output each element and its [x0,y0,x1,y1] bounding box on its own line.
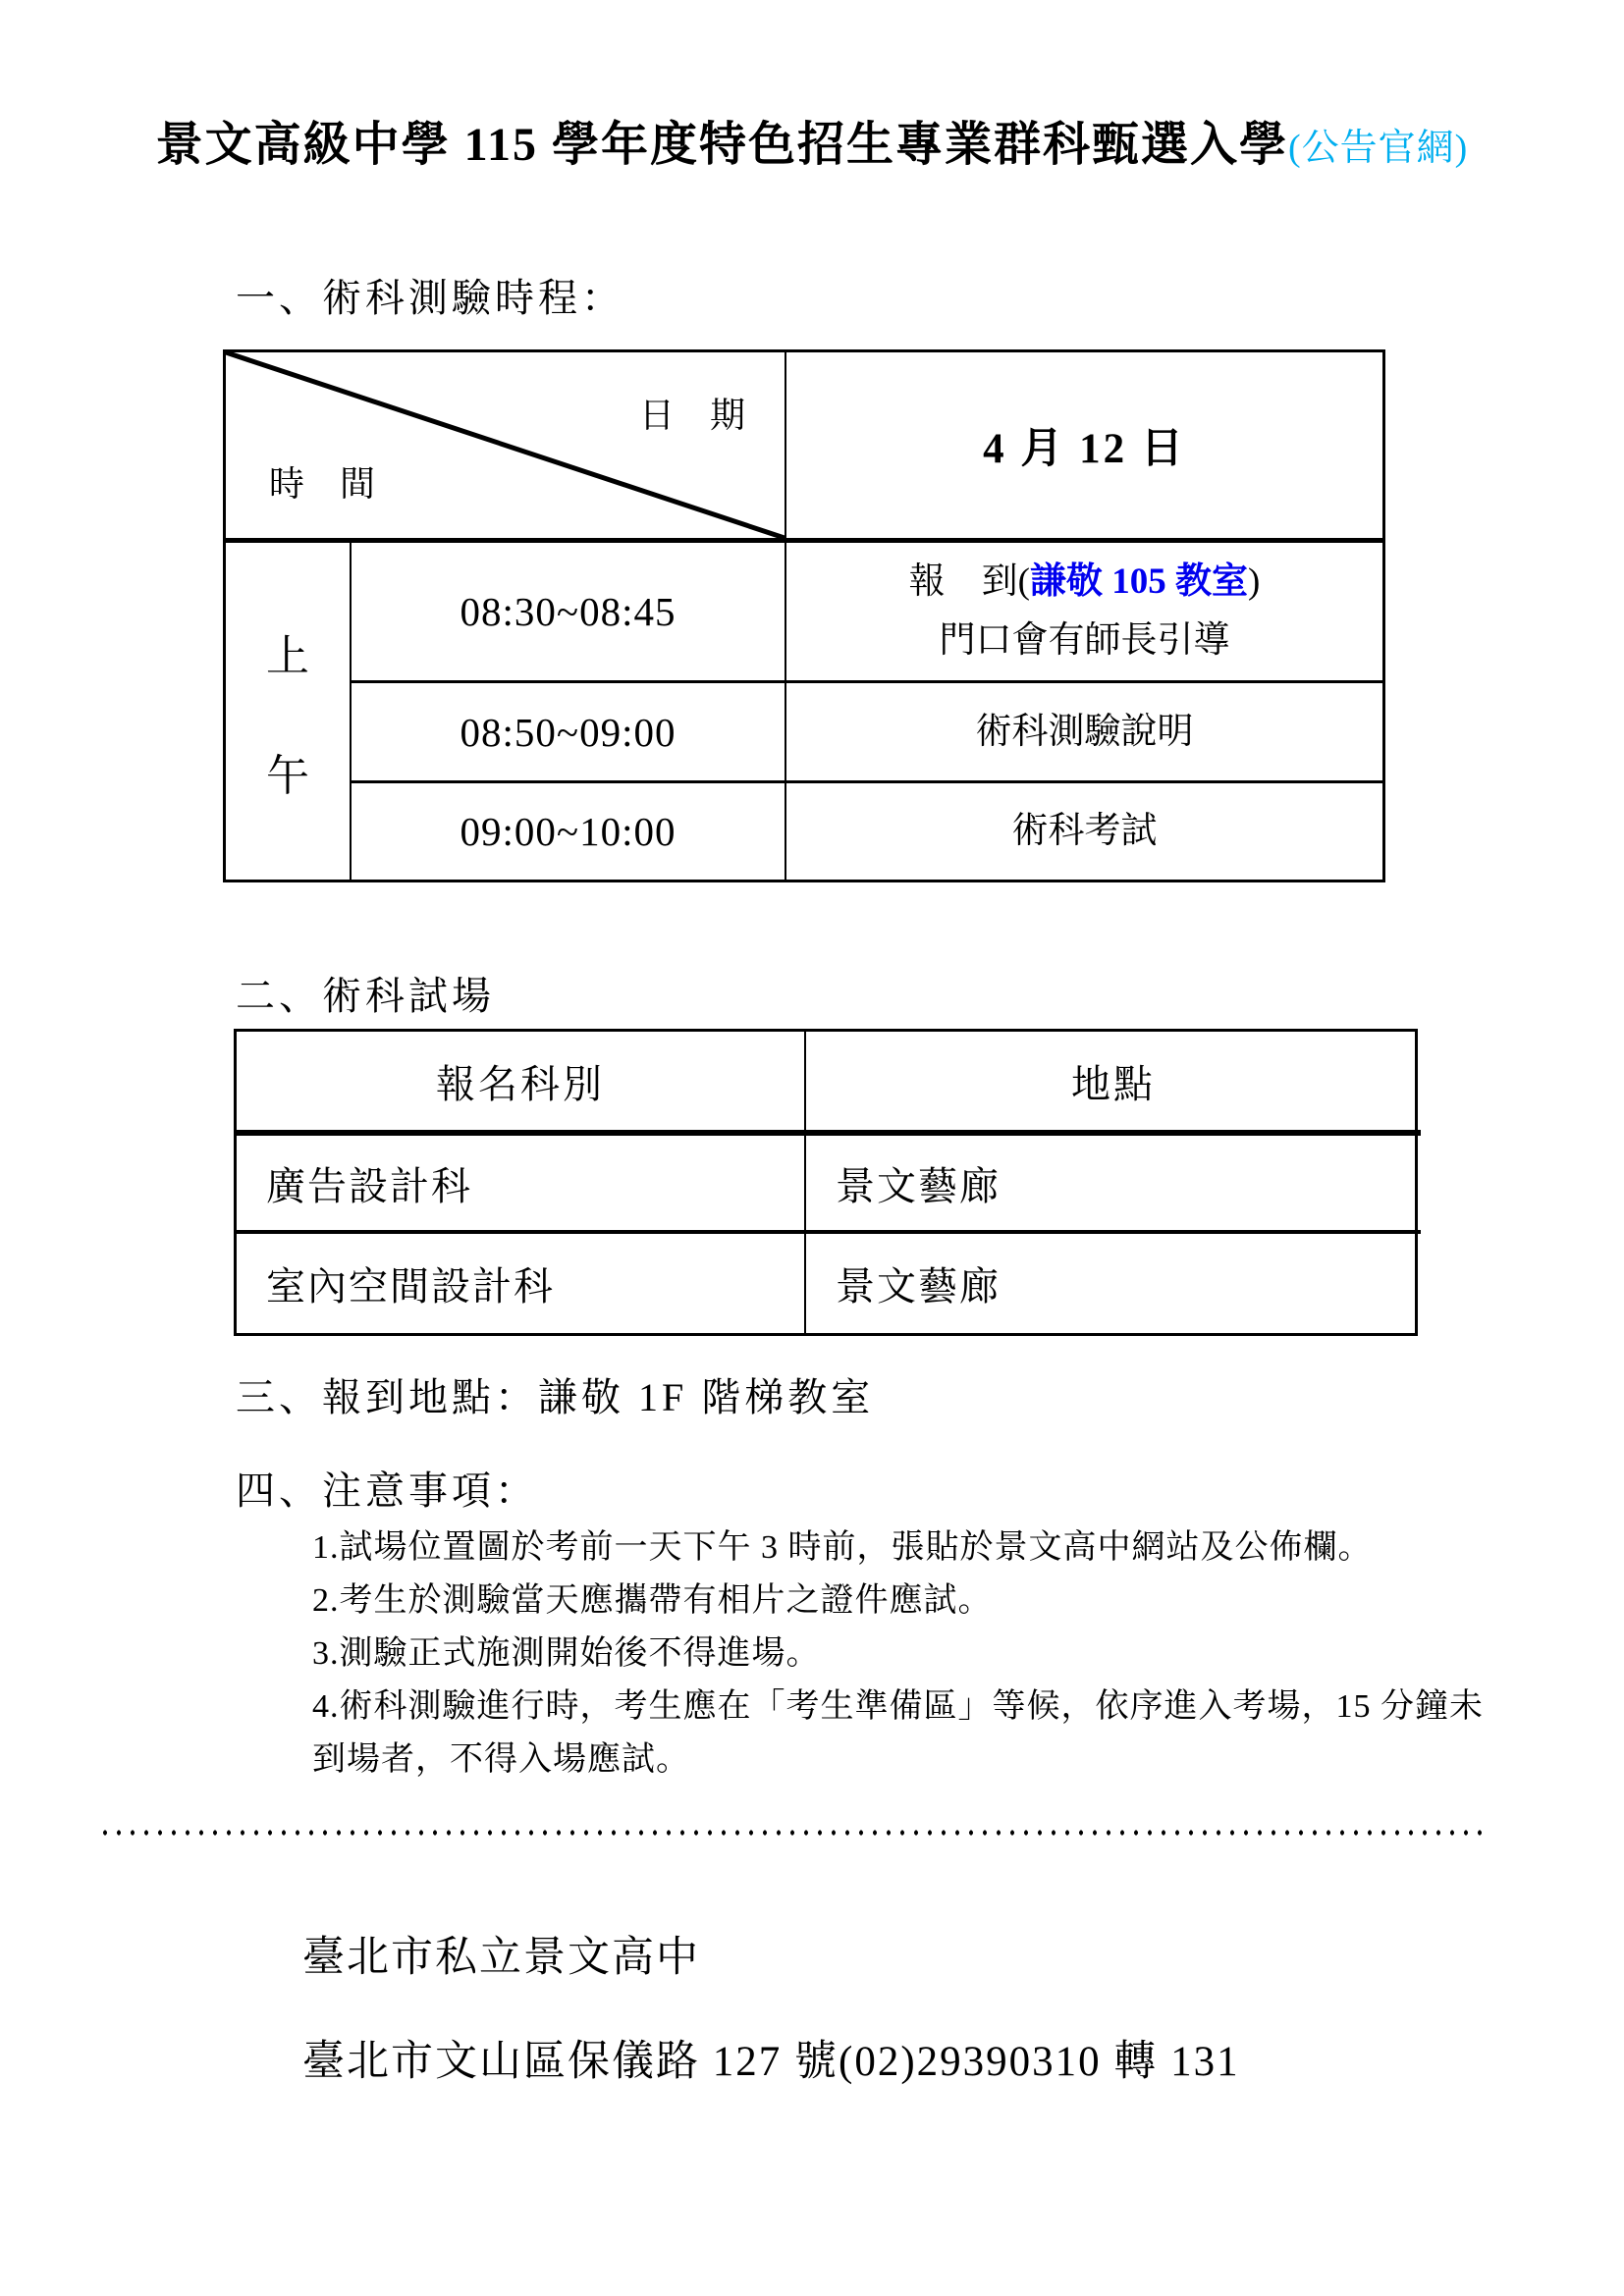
activity-row1-line2: 門口會有師長引導 [939,620,1230,661]
venue-row1-department: 廣告設計科 [237,1136,806,1234]
section2-heading: 二、術科試場 [236,974,495,1018]
venue-header-location: 地點 [806,1032,1421,1136]
corner-date-label: 日 期 [638,396,745,435]
section1-heading: 一、術科測驗時程： [236,276,624,320]
venue-header-department: 報名科別 [237,1032,806,1136]
time-cell-row1: 08:30~08:45 [352,543,786,683]
time-cell-row2: 08:50~09:00 [352,683,786,783]
activity-cell-row3: 術科考試 [1011,811,1158,851]
note-item-1: 1.試場位置圖於考前一天下午 3 時前，張貼於景文高中網站及公佈欄。 [312,1529,1373,1566]
activity-cell-row2: 術科測驗說明 [786,683,1382,783]
venue-row1-location: 景文藝廊 [806,1136,1421,1234]
note-item-4: 4.術科測驗進行時，考生應在「考生準備區」等候，依序進入考場，15 分鐘未到場者，不得入場應試。 [312,1688,1484,1778]
time-cell-row3: 09:00~10:00 [352,783,786,880]
note-item-3: 3.測驗正式施測開始後不得進場。 [312,1635,821,1672]
diagonal-line-icon [226,352,785,538]
activity-row1-highlight: 謙敬 105 教室 [1030,561,1248,602]
footer-address-phone: 臺北市文山區保儀路 127 號(02)29390310 轉 131 [302,2039,1240,2085]
activity-cell-row1 [786,543,1382,683]
activity-row1-prefix: 報 到( [908,561,1030,602]
schedule-table [223,349,1385,882]
footer-school-name: 臺北市私立景文高中 [302,1935,700,1981]
activity-row1-line1 [909,553,1261,612]
venue-row2-department: 室內空間設計科 [237,1234,806,1333]
period-label-cell [226,543,352,880]
period-char-top: 上 [266,631,309,680]
note-item-2: 2.考生於測驗當天應攜帶有相片之證件應試。 [312,1582,993,1619]
notes-list [312,1522,1490,1787]
date-header-cell: 4 月 12 日 [786,352,1382,543]
section3-heading: 三、報到地點：謙敬 1F 階梯教室 [236,1375,875,1419]
venue-row2-location: 景文藝廊 [836,1264,1001,1308]
period-char-bottom: 午 [266,751,309,800]
dotted-cut-line [98,1828,1483,1838]
schedule-corner-cell [226,352,786,543]
corner-time-label: 時 間 [269,464,376,504]
section4-heading: 四、注意事項： [236,1468,538,1513]
page-title-suffix: (公告官網) [1288,128,1469,169]
page-title-row [0,106,1624,174]
page-title: 景文高級中學 115 學年度特色招生專業群科甄選入學 [155,119,1289,171]
activity-row1-suffix: ) [1248,561,1261,602]
venue-table [234,1029,1418,1336]
